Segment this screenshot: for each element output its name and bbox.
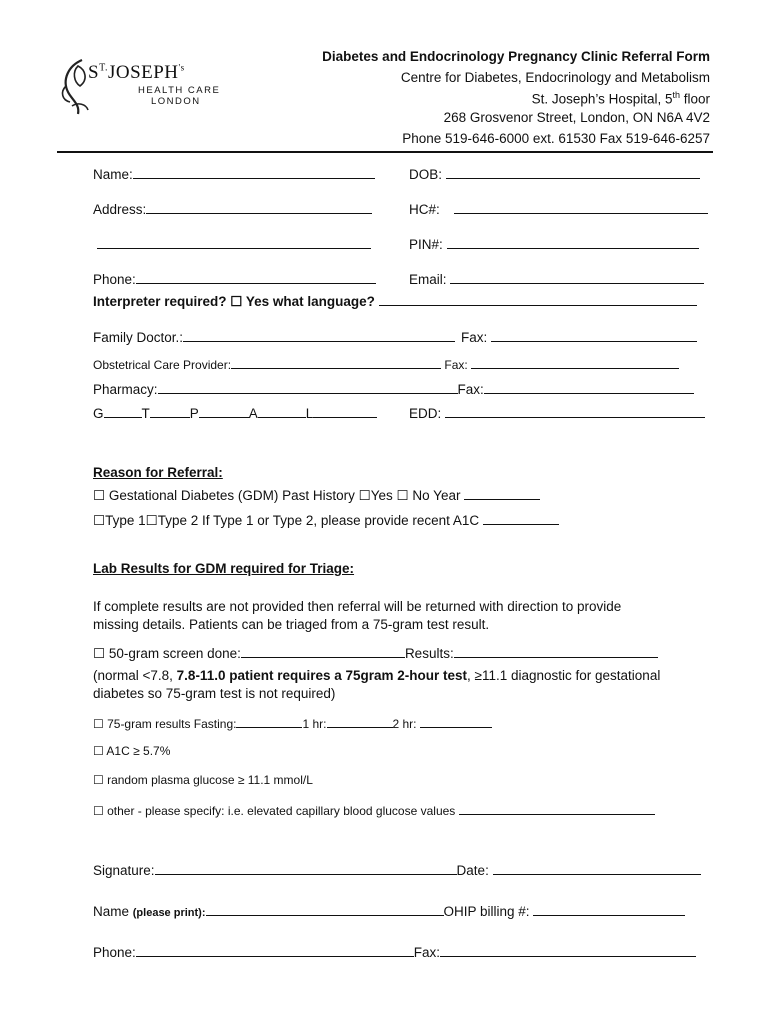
hospital-floor: St. Joseph’s Hospital, 5th floor [531,90,710,107]
normal-ranges-note-2: diabetes so 75-gram test is not required) [93,686,336,701]
hospital-logo [58,54,221,124]
address-field[interactable]: Address: [93,201,372,217]
form-title: Diabetes and Endocrinology Pregnancy Clinic Referral Form [322,49,710,64]
email-field[interactable]: Email: [409,271,704,287]
labs-heading: Lab Results for GDM required for Triage: [93,561,355,576]
obstetrical-provider-field[interactable]: Obstetrical Care Provider: Fax: [93,356,679,372]
screen-50g-field[interactable]: ☐ 50-gram screen done: Results: [93,645,658,662]
hc-field[interactable]: HC#: [409,201,708,217]
other-option[interactable]: ☐ other - please specify: i.e. elevated capillary blood glucose values [93,802,655,818]
pin-field[interactable]: PIN#: [409,236,699,252]
interpreter-field[interactable]: Interpreter required? ☐ Yes what language? [93,293,697,310]
contact-phone-field[interactable]: Phone: Fax: [93,944,696,960]
logo-london: LONDON [151,96,201,107]
name-field[interactable]: Name: [93,166,375,182]
normal-ranges-note: (normal <7.8, 7.8-11.0 patient requires a 75gram 2-hour test, ≥11.1 diagnostic for gestational [93,668,661,683]
labs-intro-1: If complete results are not provided then referral will be returned with direction to provide [93,599,622,614]
random-glucose-option[interactable]: ☐ random plasma glucose ≥ 11.1 mmol/L [93,773,313,787]
centre-name: Centre for Diabetes, Endocrinology and Metabolism [400,70,710,85]
logo-health-care: HEALTH CARE [138,85,221,96]
dob-field[interactable]: DOB: [409,166,700,182]
gdm-history-option[interactable]: ☐ Gestational Diabetes (GDM) Past History ☐Yes ☐ No Year [93,487,540,504]
referral-heading: Reason for Referral: [93,465,223,480]
print-name-field[interactable]: Name (please print): OHIP billing #: [93,903,685,919]
header-divider [57,151,713,153]
phone-field[interactable]: Phone: [93,271,376,287]
hospital-address: 268 Grosvenor Street, London, ON N6A 4V2 [443,110,710,125]
labs-intro-2: missing details. Patients can be triaged from a 75-gram test result. [93,617,490,632]
pharmacy-field[interactable]: Pharmacy: Fax: [93,381,694,397]
clinic-phone-fax: Phone 519-646-6000 ext. 61530 Fax 519-646-6257 [402,131,710,146]
gtpal-field[interactable]: G T P A L [93,405,377,421]
diabetes-type-option[interactable]: ☐Type 1☐Type 2 If Type 1 or Type 2, please provide recent A1C [93,512,559,529]
logo-wordmark: $S^{T.}JOSEPH^{'s}$ [88,62,185,83]
family-doctor-field[interactable]: Family Doctor.: Fax: [93,329,697,345]
edd-field[interactable]: EDD: [409,405,705,421]
address-line-2-field[interactable] [97,236,371,252]
signature-field[interactable]: Signature: Date: [93,862,701,878]
a1c-option[interactable]: ☐ A1C ≥ 5.7% [93,744,171,758]
results-75g-field[interactable]: ☐ 75-gram results Fasting: 1 hr: 2 hr: [93,715,492,731]
